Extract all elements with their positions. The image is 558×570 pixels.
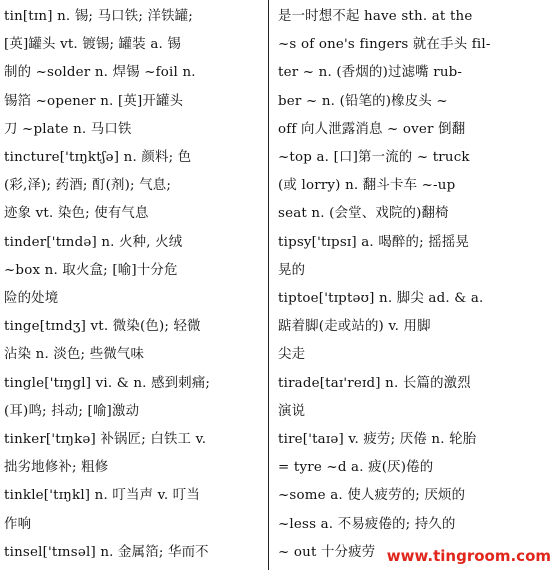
dictionary-line: tinker['tɪŋkə] 补锅匠; 白铁工 v. (4, 432, 207, 447)
dictionary-line: = tyre ~d a. 疲(厌)倦的 (278, 460, 434, 476)
dictionary-line: 锡箔 ~opener n. [英]开罐头 (4, 93, 184, 109)
dictionary-line: ter ~ n. (香烟的)过滤嘴 rub- (278, 65, 463, 81)
dictionary-line: ber ~ n. (铅笔的)橡皮头 ~ (278, 93, 448, 109)
dictionary-line: tinkle['tɪŋkl] n. 叮当声 v. 叮当 (4, 488, 200, 504)
dictionary-line: (或 lorry) n. 翻斗卡车 ~-up (278, 178, 456, 194)
dictionary-line: ~box n. 取火盒; [喻]十分危 (4, 262, 178, 278)
dictionary-line: ~less a. 不易疲倦的; 持久的 (278, 516, 456, 532)
dictionary-line: tincture['tɪŋktʃə] n. 颜料; 色 (4, 150, 192, 165)
left-column (4, 0, 262, 570)
dictionary-line: tingle['tɪŋgl] vi. & n. 感到刺痛; (4, 375, 211, 391)
dictionary-line: 作响 (4, 516, 32, 532)
dictionary-line: tirade[taɪ'reɪd] n. 长篇的激烈 (278, 375, 471, 391)
dictionary-line: 演说 (278, 403, 306, 419)
dictionary-line: 踮着脚(走或站的) v. 用脚 (278, 319, 431, 335)
dictionary-line: 刀 ~plate n. 马口铁 (4, 121, 132, 137)
dictionary-line: 拙劣地修补; 粗修 (4, 460, 109, 476)
watermark: www.tingroom.com (384, 546, 554, 566)
dictionary-line: tinge[tɪndʒ] vt. 微染(色); 轻微 (4, 319, 201, 335)
dictionary-line: ~top a. [口]第一流的 ~ truck (278, 150, 470, 165)
dictionary-line: 晃的 (278, 262, 306, 278)
column-divider (268, 0, 269, 570)
dictionary-line: (耳)鸣; 抖动; [喻]激动 (4, 403, 140, 419)
dictionary-line: tin[tɪn] n. 锡; 马口铁; 洋铁罐; (4, 9, 193, 24)
dictionary-line: tinder['tɪndə] n. 火种, 火绒 (4, 234, 183, 250)
dictionary-line: [英]罐头 vt. 镀锡; 罐装 a. 锡 (4, 37, 182, 53)
dictionary-line: tinsel['tɪnsəl] n. 金属箔; 华而不 (4, 544, 209, 560)
dictionary-line: tire['taɪə] v. 疲劳; 厌倦 n. 轮胎 (278, 432, 477, 447)
dictionary-line: 尖走 (278, 347, 306, 363)
dictionary-line: ~s of one's fingers 就在手头 fil- (278, 37, 491, 53)
dictionary-line: 制的 ~solder n. 焊锡 ~foil n. (4, 65, 196, 81)
dictionary-line: off 向人泄露消息 ~ over 倒翻 (278, 121, 466, 137)
dictionary-line: 险的处境 (4, 291, 59, 306)
dictionary-line: ~some a. 使人疲劳的; 厌烦的 (278, 488, 466, 504)
dictionary-line: 沾染 n. 淡色; 些微气味 (4, 347, 145, 363)
dictionary-line: ~ out 十分疲劳 (278, 544, 376, 560)
dictionary-line: tiptoe['tɪptəʊ] n. 脚尖 ad. & a. (278, 291, 484, 306)
dictionary-line: tipsy['tɪpsɪ] a. 喝醉的; 摇摇晃 (278, 234, 470, 250)
dictionary-line: 迹象 vt. 染色; 使有气息 (4, 206, 149, 222)
right-column (278, 0, 554, 570)
dictionary-line: (彩,泽); 药酒; 酊(剂); 气息; (4, 178, 172, 194)
dictionary-line: 是一时想不起 have sth. at the (278, 9, 473, 24)
dictionary-line: seat n. (会堂、戏院的)翻椅 (278, 206, 449, 222)
